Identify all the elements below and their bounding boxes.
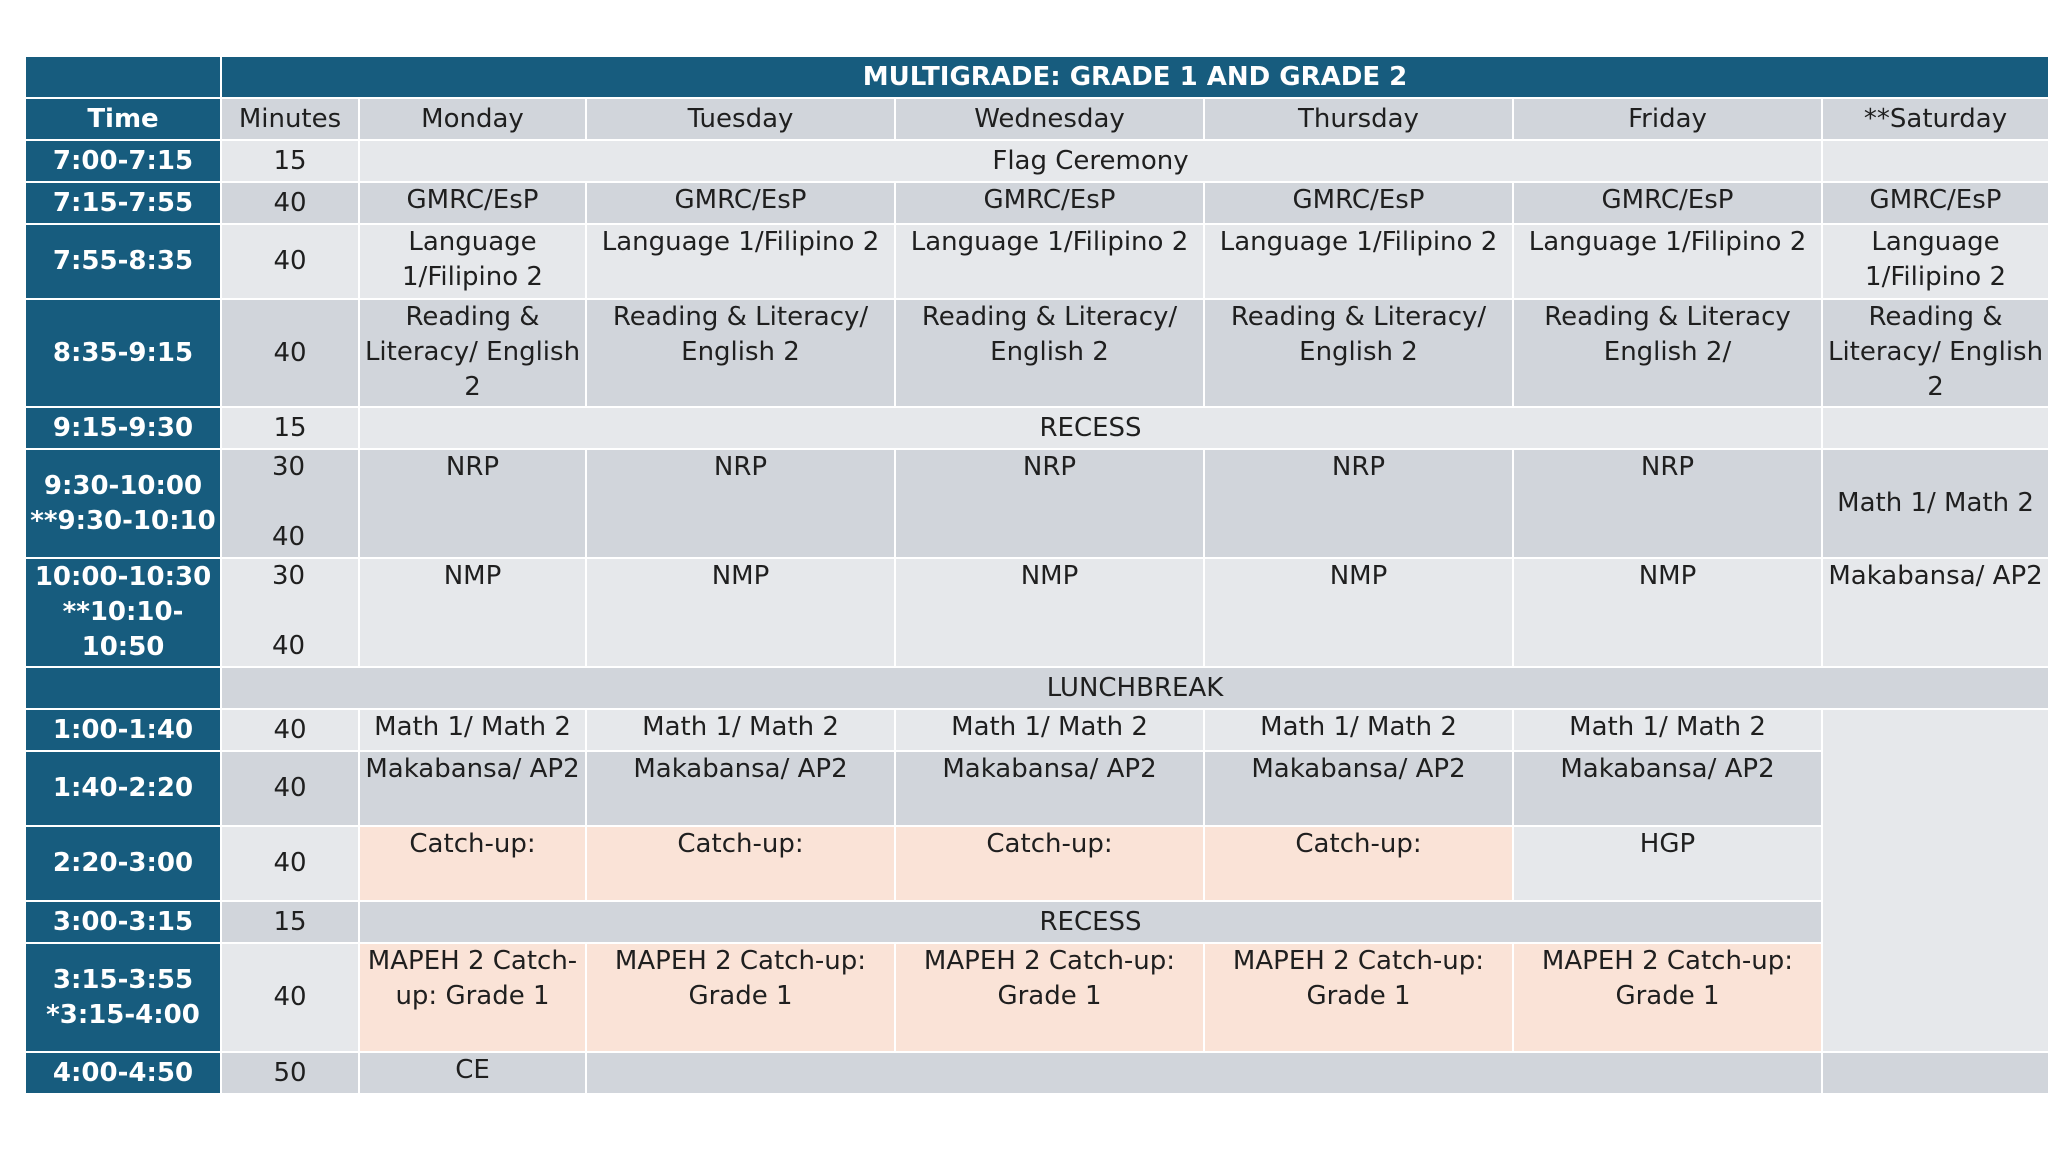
table-row: [25, 751, 2048, 826]
tuesday-cell: Language 1/Filipino 2: [586, 224, 895, 299]
minutes-cell: 15: [221, 901, 359, 943]
header-thursday: Thursday: [1204, 98, 1513, 140]
lunchbreak-cell: LUNCHBREAK: [221, 667, 2048, 709]
saturday-afternoon-cell: [1822, 709, 2048, 1052]
monday-cell: GMRC/EsP: [359, 182, 586, 224]
minutes-cell: 40: [221, 943, 359, 1052]
minutes-cell: 15: [221, 407, 359, 449]
tuesday-cell: NMP: [586, 558, 895, 667]
thursday-cell: NRP: [1204, 449, 1513, 558]
wednesday-cell: Makabansa/ AP2: [895, 751, 1204, 826]
minutes-cell: 40: [221, 826, 359, 901]
time-alternate: *3:15-4:00: [46, 999, 200, 1030]
time-cell: [25, 449, 221, 558]
table-row: [25, 140, 2048, 182]
time-alternate: **10:10-10:50: [62, 597, 184, 662]
monday-cell: Reading & Literacy/ English 2: [359, 299, 586, 407]
monday-cell: CE: [359, 1052, 586, 1094]
wednesday-cell: NRP: [895, 449, 1204, 558]
recess-cell: RECESS: [359, 901, 1822, 943]
table-row: [25, 943, 2048, 1052]
time-cell: [25, 943, 221, 1052]
time-cell: [25, 558, 221, 667]
minutes-alternate: 40: [272, 631, 306, 661]
table-row: [25, 1052, 2048, 1094]
saturday-cell: Reading & Literacy/ English 2: [1822, 299, 2048, 407]
time-cell: 1:00-1:40: [25, 709, 221, 751]
saturday-cell: GMRC/EsP: [1822, 182, 2048, 224]
thursday-cell: MAPEH 2 Catch-up: Grade 1: [1204, 943, 1513, 1052]
header-minutes: Minutes: [221, 98, 359, 140]
minutes-cell: [221, 449, 359, 558]
minutes-cell: 40: [221, 182, 359, 224]
time-cell: 2:20-3:00: [25, 826, 221, 901]
friday-cell: Language 1/Filipino 2: [1513, 224, 1822, 299]
friday-cell: Math 1/ Math 2: [1513, 709, 1822, 751]
thursday-cell: GMRC/EsP: [1204, 182, 1513, 224]
tuesday-cell: GMRC/EsP: [586, 182, 895, 224]
title-row: [25, 56, 2048, 98]
time-primary: 9:30-10:00: [43, 470, 203, 501]
minutes-cell: 40: [221, 224, 359, 299]
thursday-cell: Reading & Literacy/ English 2: [1204, 299, 1513, 407]
friday-cell: MAPEH 2 Catch-up: Grade 1: [1513, 943, 1822, 1052]
time-cell: [25, 667, 221, 709]
tuesday-cell: MAPEH 2 Catch-up: Grade 1: [586, 943, 895, 1052]
saturday-cell: Math 1/ Math 2: [1822, 449, 2048, 558]
time-cell: 8:35-9:15: [25, 299, 221, 407]
friday-cell: NMP: [1513, 558, 1822, 667]
minutes-cell: [221, 558, 359, 667]
table-row: [25, 449, 2048, 558]
monday-cell: Makabansa/ AP2: [359, 751, 586, 826]
monday-cell: Catch-up:: [359, 826, 586, 901]
table-row: [25, 182, 2048, 224]
recess-cell: RECESS: [359, 407, 1822, 449]
wednesday-cell: Catch-up:: [895, 826, 1204, 901]
thursday-cell: Math 1/ Math 2: [1204, 709, 1513, 751]
wednesday-cell: Math 1/ Math 2: [895, 709, 1204, 751]
title-corner: [25, 56, 221, 98]
time-cell: 7:00-7:15: [25, 140, 221, 182]
time-cell: 3:00-3:15: [25, 901, 221, 943]
weekday-empty-cell: [586, 1052, 1822, 1094]
minutes-cell: 40: [221, 751, 359, 826]
friday-cell: Makabansa/ AP2: [1513, 751, 1822, 826]
friday-cell: NRP: [1513, 449, 1822, 558]
time-cell: 7:15-7:55: [25, 182, 221, 224]
monday-cell: Math 1/ Math 2: [359, 709, 586, 751]
time-primary: 10:00-10:30: [34, 562, 212, 592]
tuesday-cell: Makabansa/ AP2: [586, 751, 895, 826]
saturday-cell: Language 1/Filipino 2: [1822, 224, 2048, 299]
table-row: [25, 709, 2048, 751]
thursday-cell: NMP: [1204, 558, 1513, 667]
time-cell: 7:55-8:35: [25, 224, 221, 299]
friday-cell: Reading & Literacy English 2/: [1513, 299, 1822, 407]
table-row: [25, 558, 2048, 667]
thursday-cell: Language 1/Filipino 2: [1204, 224, 1513, 299]
minutes-primary: 30: [272, 452, 306, 482]
header-row: [25, 98, 2048, 140]
time-cell: 9:15-9:30: [25, 407, 221, 449]
minutes-cell: 40: [221, 299, 359, 407]
table-row: [25, 407, 2048, 449]
minutes-cell: 50: [221, 1052, 359, 1094]
tuesday-cell: NRP: [586, 449, 895, 558]
thursday-cell: Makabansa/ AP2: [1204, 751, 1513, 826]
header-friday: Friday: [1513, 98, 1822, 140]
monday-cell: MAPEH 2 Catch-up: Grade 1: [359, 943, 586, 1052]
tuesday-cell: Math 1/ Math 2: [586, 709, 895, 751]
friday-cell: HGP: [1513, 826, 1822, 901]
table-row: [25, 224, 2048, 299]
saturday-cell: [1822, 140, 2048, 182]
time-cell: 1:40-2:20: [25, 751, 221, 826]
time-cell: 4:00-4:50: [25, 1052, 221, 1094]
monday-cell: Language 1/Filipino 2: [359, 224, 586, 299]
table-title: MULTIGRADE: GRADE 1 AND GRADE 2: [221, 56, 2048, 98]
header-saturday: **Saturday: [1822, 98, 2048, 140]
wednesday-cell: MAPEH 2 Catch-up: Grade 1: [895, 943, 1204, 1052]
thursday-cell: Catch-up:: [1204, 826, 1513, 901]
minutes-primary: 30: [272, 561, 306, 591]
table-row: [25, 299, 2048, 407]
header-time: Time: [25, 98, 221, 140]
minutes-cell: 15: [221, 140, 359, 182]
header-monday: Monday: [359, 98, 586, 140]
saturday-cell: Makabansa/ AP2: [1822, 558, 2048, 667]
time-alternate: **9:30-10:10: [30, 505, 216, 536]
friday-cell: GMRC/EsP: [1513, 182, 1822, 224]
wednesday-cell: NMP: [895, 558, 1204, 667]
minutes-cell: 40: [221, 709, 359, 751]
header-tuesday: Tuesday: [586, 98, 895, 140]
tuesday-cell: Reading & Literacy/ English 2: [586, 299, 895, 407]
table-row: [25, 901, 2048, 943]
wednesday-cell: GMRC/EsP: [895, 182, 1204, 224]
wednesday-cell: Reading & Literacy/ English 2: [895, 299, 1204, 407]
monday-cell: NMP: [359, 558, 586, 667]
header-wednesday: Wednesday: [895, 98, 1204, 140]
table-row: [25, 826, 2048, 901]
minutes-alternate: 40: [272, 522, 306, 552]
schedule-table: [24, 55, 2048, 1095]
friday-cell: [1822, 1052, 2048, 1094]
monday-cell: NRP: [359, 449, 586, 558]
flag-ceremony-cell: Flag Ceremony: [359, 140, 1822, 182]
time-primary: 3:15-3:55: [52, 964, 194, 995]
tuesday-cell: Catch-up:: [586, 826, 895, 901]
saturday-cell: [1822, 407, 2048, 449]
table-row: [25, 667, 2048, 709]
wednesday-cell: Language 1/Filipino 2: [895, 224, 1204, 299]
